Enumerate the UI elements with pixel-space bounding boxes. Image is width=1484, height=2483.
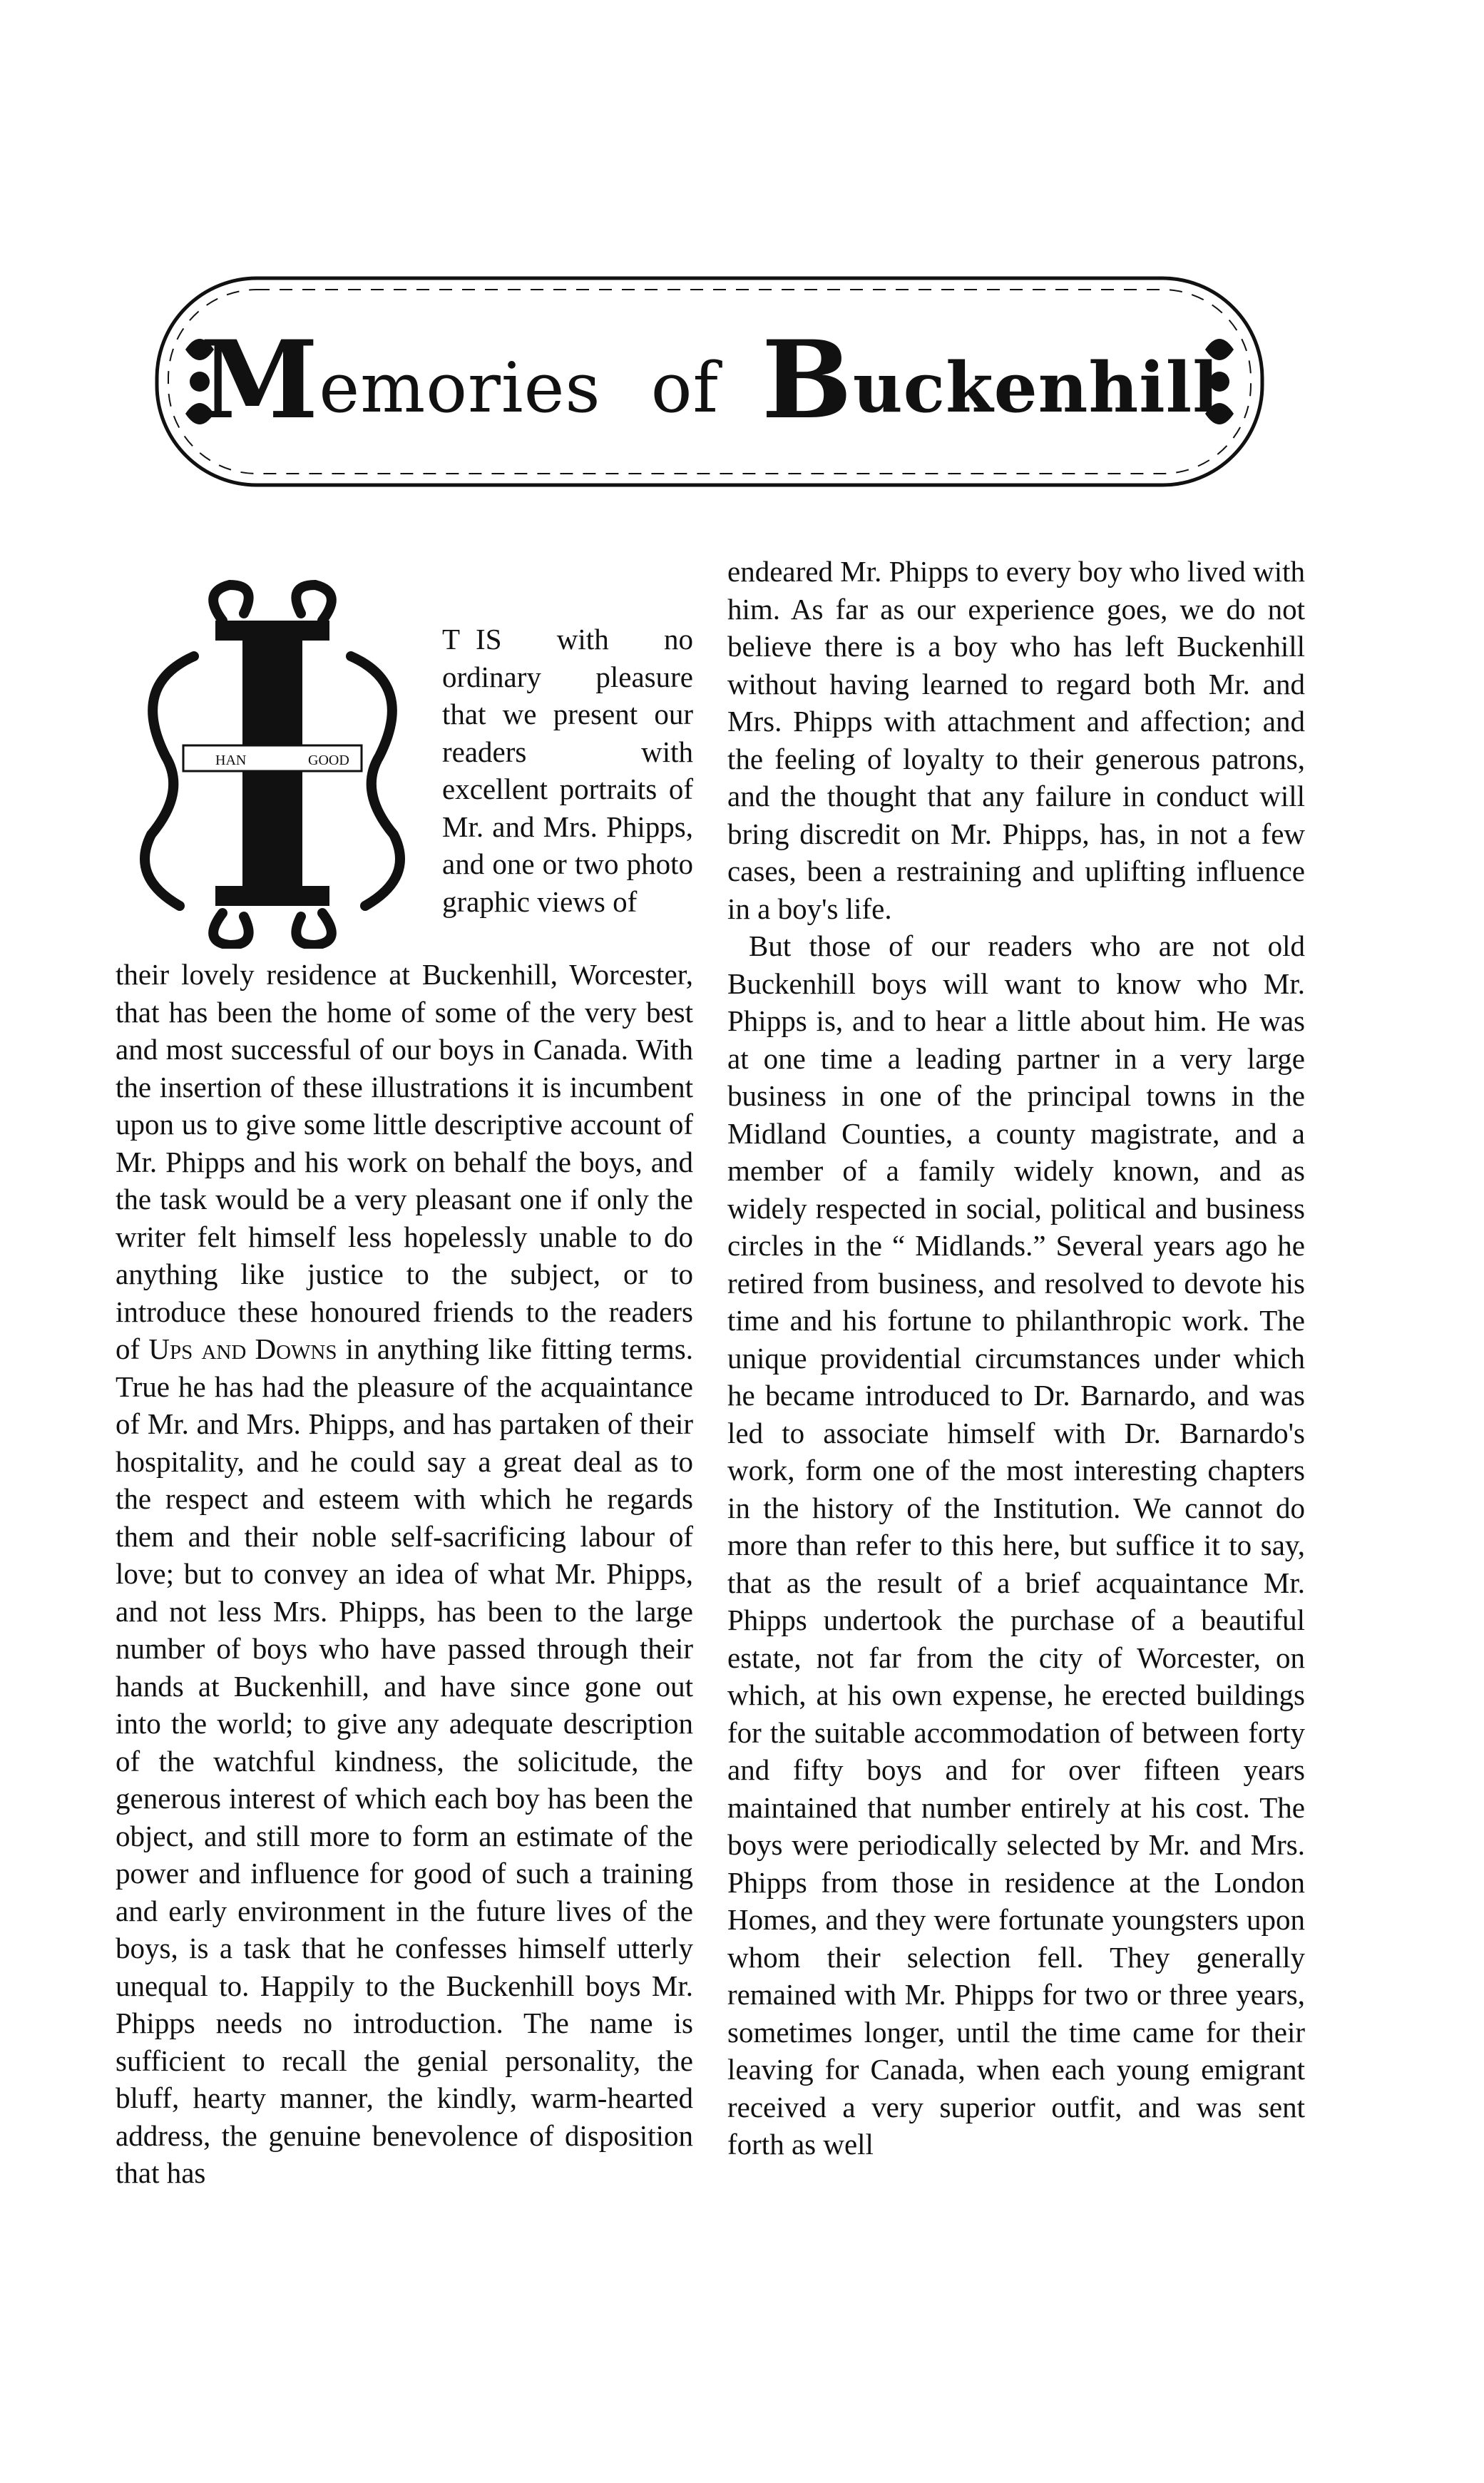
ornamental-initial-i (116, 578, 429, 949)
title-initial-b: Buckenhill (762, 317, 1219, 443)
article-title (143, 317, 1276, 443)
right-paragraph-2: But those of our readers who are not old Buckenhill boys will want to know who Mr. Phipps is, and to hear a little about him. He was at one time a leading partner in a very large business in one of the principal towns in the Midland Counties, a county magistrate, and a member of a family widely known, and as widely respected in social, political and business circles in the “ Midlands.” Several years ago he retired from business, and resolved to devote his time and his fortune to philanthropic work. The unique providential circumstances under which he became introduced to Dr. Barnardo, and was led to associate himself with Dr. Barnardo's work, form one of the most interesting chapters in the history of the Institution. We cannot do more than refer to this here, but suffice it to say, that as the result of a brief acquaintance Mr. Phipps undertook the purchase of a beautiful estate, not far from the city of Worcester, on which, at his own expense, he erected buildings for the suitable accommodation of between forty and fifty boys and for over fifteen years maintained that number entirely at his cost. The boys were periodically selected by Mr. and Mrs. Phipps from those in residence at the London Homes, and they were fortunate youngsters upon whom their selection fell. They generally remained with Mr. Phipps for two or three years, sometimes longer, until the time came for their leaving for Canada, when each young emigrant received a very superior outfit, and was sent forth as well (727, 929, 1305, 2161)
publication-name: Ups and Downs (148, 1332, 337, 1365)
initial-ribbon-right-text: GOOD (308, 753, 349, 768)
left-paragraph-1 (116, 956, 693, 2192)
title-word-of: of (650, 348, 720, 428)
initial-ribbon-left-text: HAN (215, 753, 247, 768)
intro-text: IS with no ordinary pleasure that we present our readers with excellent portraits of Mr. and Mrs. Phipps, and one or two photo graphic views of (442, 623, 693, 918)
title-word-memories: emories (319, 348, 601, 428)
intro-t-letter: T (442, 623, 461, 656)
intro-wrap-text (442, 621, 693, 920)
left-paragraph-1-a: their lovely residence at Buckenhill, Worcester, that has been the home of some of the very best and most successful of our boys in Canada. With the insertion of these illustrations it is incumbent upon us to give some little descriptive account of Mr. Phipps and his work on behalf the boys, and the task would be a very pleasant one if only the writer felt himself less hopelessly unable to do anything like justice to the subject, or to introduce these honoured friends to the readers of (116, 958, 693, 1365)
left-column (116, 956, 693, 2192)
right-column (727, 553, 1305, 2163)
right-paragraph-1: endeared Mr. Phipps to every boy who lived with him. As far as our experience goes, we do not believe there is a boy who has left Buckenhill without having learned to regard both Mr. and Mrs. Phipps with attachment and affection; and the feeling of loyalty to their generous patrons, and the thought that any failure in conduct will bring discredit on Mr. Phipps, has, in not a few cases, been a restraining and uplifting influence in a boy's life. (727, 555, 1305, 925)
left-paragraph-1-b: in anything like fitting terms. True he has had the pleasure of the acquaintance of Mr. and Mrs. Phipps, and has partaken of their hospitality, and he could say a great deal as to the respect and esteem with which he regards them and their noble self-sacrificing labour of love; but to convey an idea of what Mr. Phipps, and not less Mrs. Phipps, has been to the large number of boys who have passed through their hands at Buckenhill, and have since gone out into the world; to give any adequate description of the watchful kindness, the solicitude, the generous interest of which each boy has been the object, and still more to form an estimate of the power and influence for good of such a training and early environment in the future lives of the boys, is a task that he confesses himself utterly unequal to. Happily to the Buckenhill boys Mr. Phipps needs no introduction. The name is sufficient to recall the genial personality, the bluff, hearty manner, the kindly, warm-hearted address, the genuine benevolence of disposition that has (116, 1332, 693, 2189)
title-initial-m: M (200, 317, 319, 443)
